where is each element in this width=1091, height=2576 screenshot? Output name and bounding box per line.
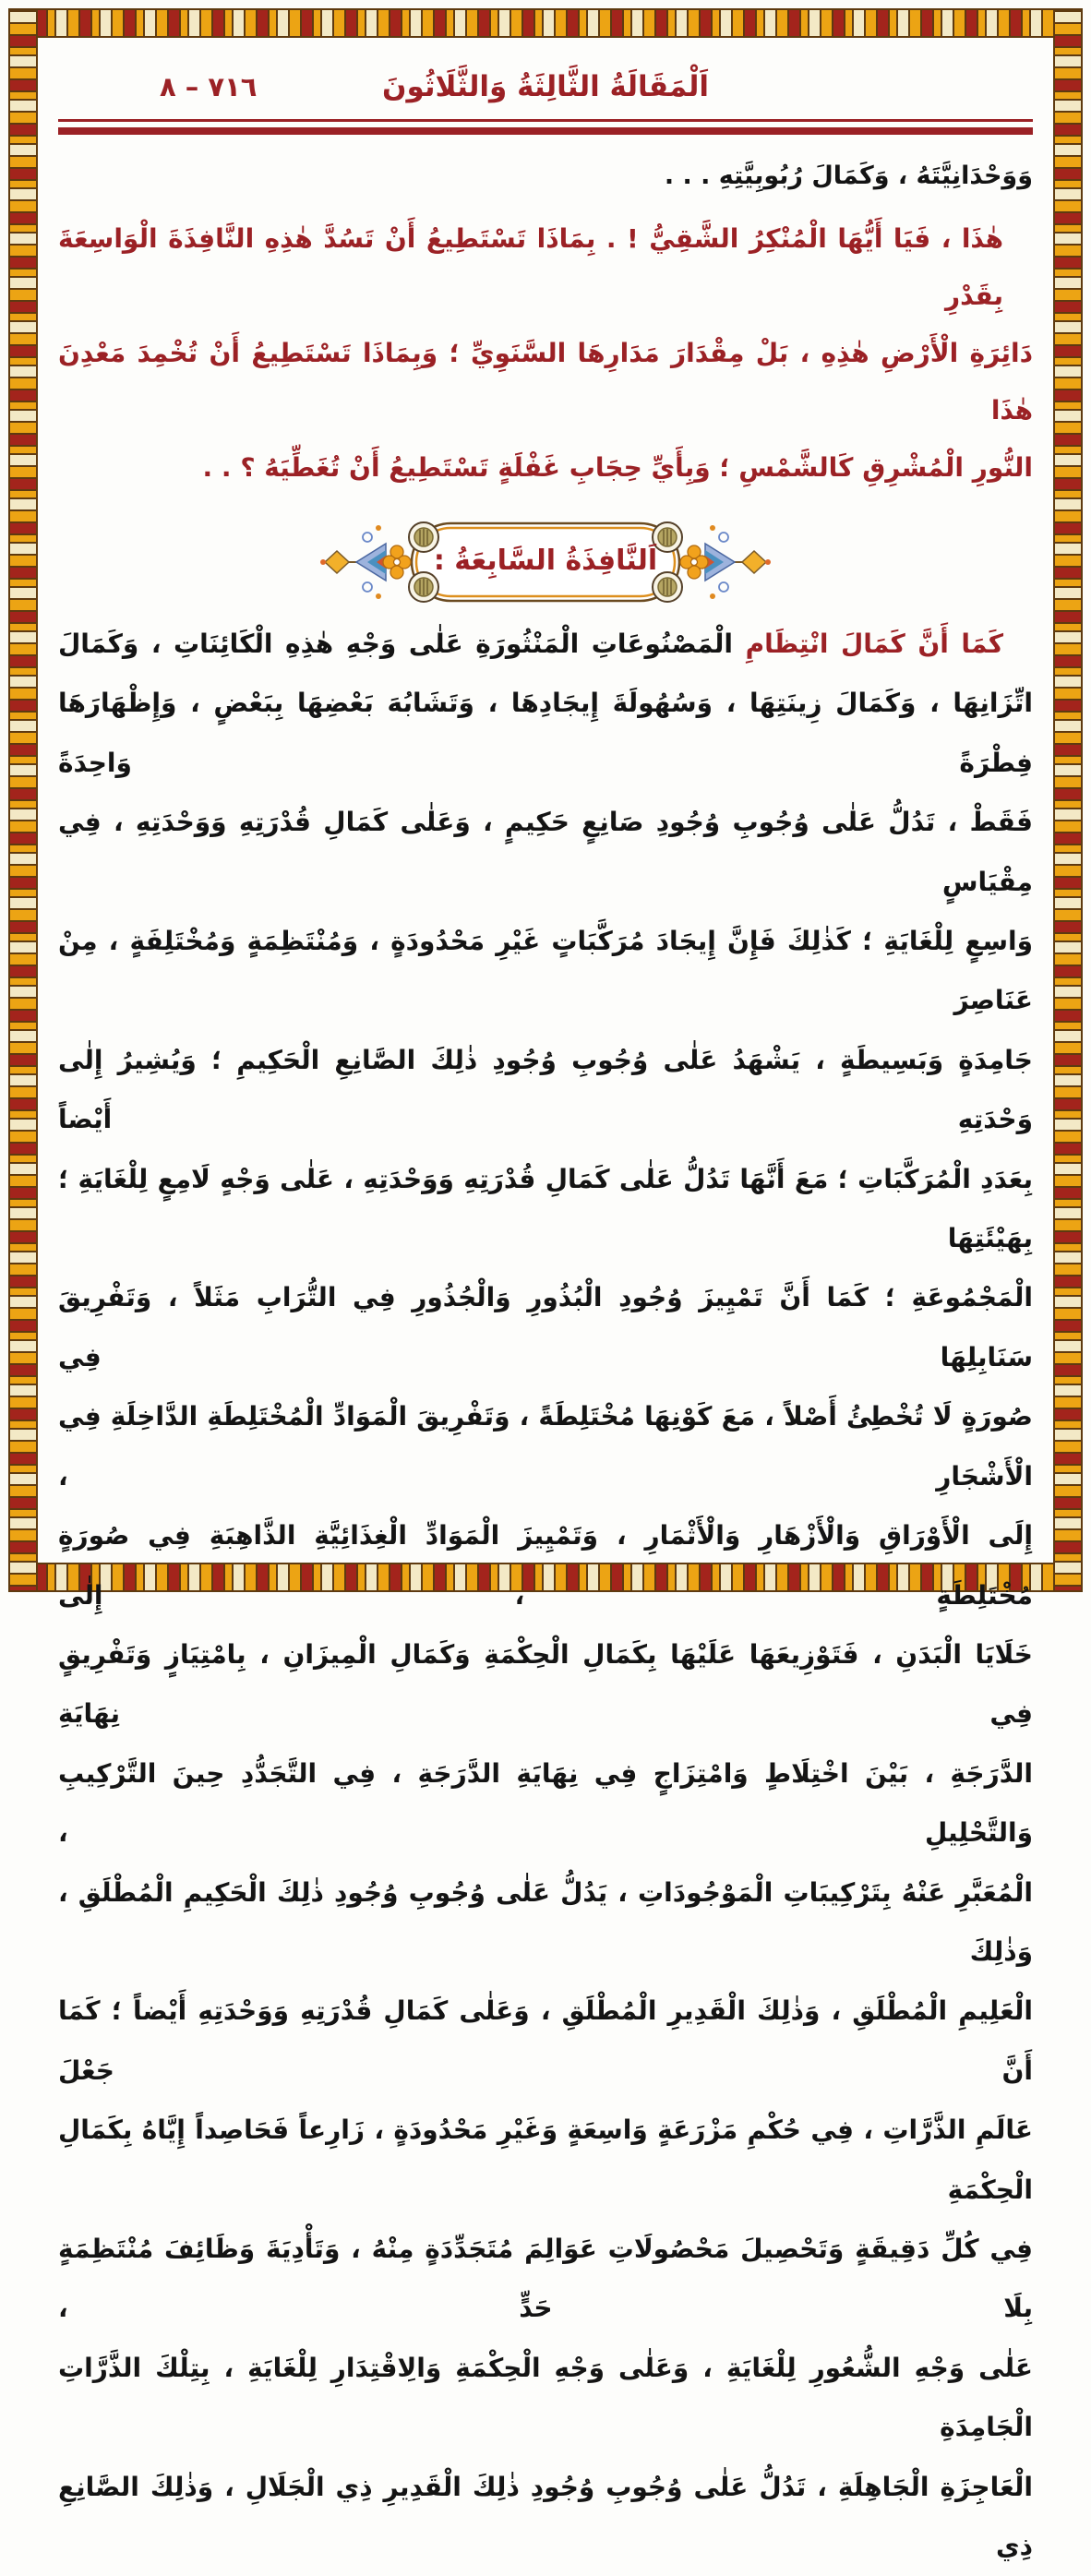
decorative-border-top: [8, 8, 1083, 38]
body-line-1-red-lead: كَمَا أَنَّ كَمَالَ انْتِظَامِ: [745, 629, 1003, 659]
body-line-4: وَاسِعٍ لِلْغَايَةِ ؛ كَذٰلِكَ فَإِنَّ إِيجَادَ مُرَكَّبَاتٍ غَيْرِ مَحْدُودَةٍ ، وَمُنْتَظِمَةٍ وَمُخْتَلِفَةٍ ، مِنْ عَنَاصِرَ: [58, 926, 1033, 1016]
body-line-12: الْمُعَبَّرِ عَنْهُ بِتَرْكِيبَاتِ الْمَوْجُودَاتِ ، يَدُلُّ عَلٰى وُجُوبِ وُجُودِ ذٰلِكَ الْحَكِيمِ الْمُطْلَقِ ، وَذٰلِكَ: [58, 1876, 1033, 1967]
red-paragraph-line-3: النُّورِ الْمُشْرِقِ كَالشَّمْسِ ؛ وَبِأَيِّ حِجَابِ غَفْلَةٍ تَسْتَطِيعُ أَنْ تُغَطِّيَهُ ؟ . .: [202, 452, 1033, 483]
body-line-5: جَامِدَةٍ وَبَسِيطَةٍ ، يَشْهَدُ عَلٰى وُجُوبِ وُجُودِ ذٰلِكَ الصَّانِعِ الْحَكِيمِ ؛ وَيُشِيرُ إِلٰى وَحْدَتِهِ أَيْضاً: [58, 1044, 1033, 1135]
body-text: [58, 615, 1033, 2576]
header-rule: [58, 119, 1033, 135]
window-banner-label: اَلنَّافِذَةُ السَّابِعَةُ :: [433, 544, 658, 577]
body-line-7: الْمَجْمُوعَةِ ؛ كَمَا أَنَّ تَمْيِيزَ وُجُودِ الْبُذُورِ وَالْجُذُورِ فِي التُّرَابِ مَثَلاً ، وَتَفْرِيقَ سَنَابِلِهَا فِي: [58, 1282, 1033, 1372]
body-line-6: بِعَدَدِ الْمُرَكَّبَاتِ ؛ مَعَ أَنَّهَا تَدُلُّ عَلٰى كَمَالِ قُدْرَتِهِ وَوَحْدَتِهِ ، عَلٰى وَجْهٍ لَامِعٍ لِلْغَايَةِ ؛ بِهَيْئَتِهَا: [58, 1163, 1033, 1254]
body-line-1-rest: الْمَصْنُوعَاتِ الْمَنْثُورَةِ عَلٰى وَجْهِ هٰذِهِ الْكَائِنَاتِ ، وَكَمَالَ: [58, 629, 746, 659]
page-header: [58, 62, 1033, 112]
page-content: [49, 38, 1042, 2561]
body-line-10: خَلَايَا الْبَدَنِ ، فَتَوْزِيعَهَا عَلَيْهَا بِكَمَالِ الْحِكْمَةِ وَكَمَالِ الْمِيزَانِ ، بِامْتِيَازٍ وَتَفْرِيقٍ فِي نِهَايَةِ: [58, 1638, 1033, 1730]
body-line-1: [58, 615, 1033, 674]
red-paragraph-line-1: هٰذَا ، فَيَا أَيُّهَا الْمُنْكِرُ الشَّقِيُّ ! . بِمَاذَا تَسْتَطِيعُ أَنْ تَسُدَّ هٰذِهِ النَّافِذَةَ الْوَاسِعَةَ بِقَدْرِ: [58, 223, 1003, 311]
intro-line: وَوَحْدَانِيَّتَهُ ، وَكَمَالَ رُبُوبِيَّتِهِ . . .: [664, 162, 1033, 190]
decorative-border-right: [1053, 8, 1083, 1592]
body-line-14: عَالَمِ الذَّرَّاتِ ، فِي حُكْمِ مَزْرَعَةٍ وَاسِعَةٍ وَغَيْرِ مَحْدُودَةٍ ، زَارِعاً فَحَاصِداً إِيَّاهُ بِكَمَالِ الْحِكْمَةِ: [58, 2115, 1033, 2205]
body-line-9: إِلَى الْأَوْرَاقِ وَالْأَزْهَارِ وَالْأَثْمَارِ ، وَتَمْيِيزَ الْمَوَادِّ الْغِذَائِيَّةِ الذَّاهِبَةِ فِي صُورَةٍ مُخْتَلِطَةٍ ، إِلٰى: [58, 1520, 1033, 1611]
window-banner: [319, 517, 772, 607]
body-line-8: صُورَةٍ لَا تُخْطِئُ أَصْلاً ، مَعَ كَوْنِهَا مُخْتَلِطَةً ، وَتَفْرِيقَ الْمَوَادِّ الْمُخْتَلِطَةِ الدَّاخِلَةِ فِي الْأَشْجَارِ ،: [58, 1401, 1033, 1492]
page-title: اَلْمَقَالَةُ الثَّالِثَةُ وَالثَّلَاثُونَ: [382, 70, 709, 103]
red-paragraph-line-2: دَائِرَةِ الْأَرْضِ هٰذِهِ ، بَلْ مِقْدَارَ مَدَارِهَا السَّنَوِيِّ ؛ وَبِمَاذَا تَسْتَطِيعُ أَنْ تُخْمِدَ مَعْدِنَ هٰذَا: [58, 338, 1033, 425]
body-line-11: الدَّرَجَةِ ، بَيْنَ اخْتِلَاطٍ وَامْتِزَاجٍ فِي نِهَايَةِ الدَّرَجَةِ ، فِي التَّجَدُّدِ حِينَ التَّرْكِيبِ وَالتَّحْلِيلِ ،: [58, 1757, 1033, 1849]
body-line-2: اتِّزَانِهَا ، وَكَمَالَ زِينَتِهَا ، وَسُهُولَةَ إِيجَادِهَا ، وَتَشَابُهَ بَعْضِهَا بِبَعْضٍ ، وَإِظْهَارَهَا فِطْرَةً وَاحِدَةً: [58, 688, 1033, 778]
page-number: ٧١٦ – ٨: [160, 71, 258, 102]
red-paragraph: [58, 210, 1033, 497]
body-line-13: الْعَلِيمِ الْمُطْلَقِ ، وَذٰلِكَ الْقَدِيرِ الْمُطْلَقِ ، وَعَلٰى كَمَالِ قُدْرَتِهِ وَوَحْدَتِهِ أَيْضاً ؛ كَمَا أَنَّ جَعْلَ: [58, 1995, 1033, 2086]
decorative-border-left: [8, 8, 38, 1592]
body-line-17: الْعَاجِزَةِ الْجَاهِلَةِ ، تَدُلُّ عَلٰى وُجُوبِ وُجُودِ ذٰلِكَ الْقَدِيرِ ذِي الْجَلَالِ ، وَذٰلِكَ الصَّانِعِ ذِي: [58, 2471, 1033, 2561]
body-line-16: عَلٰى وَجْهِ الشُّعُورِ لِلْغَايَةِ ، وَعَلٰى وَجْهِ الْحِكْمَةِ وَالِاقْتِدَارِ لِلْغَايَةِ ، بِتِلْكَ الذَّرَّاتِ الْجَامِدَةِ: [58, 2352, 1033, 2443]
body-line-15: فِي كُلِّ دَقِيقَةٍ وَتَحْصِيلَ مَحْصُولَاتِ عَوَالِمَ مُتَجَدِّدَةٍ مِنْهُ ، وَتَأْدِيَةَ وَظَائِفَ مُنْتَظِمَةٍ بِلَا حَدٍّ ،: [58, 2233, 1033, 2324]
body-line-3: فَقَطْ ، تَدُلُّ عَلٰى وُجُوبِ وُجُودِ صَانِعٍ حَكِيمٍ ، وَعَلٰى كَمَالِ قُدْرَتِهِ وَوَحْدَتِهِ ، فِي مِقْيَاسٍ: [58, 807, 1033, 897]
